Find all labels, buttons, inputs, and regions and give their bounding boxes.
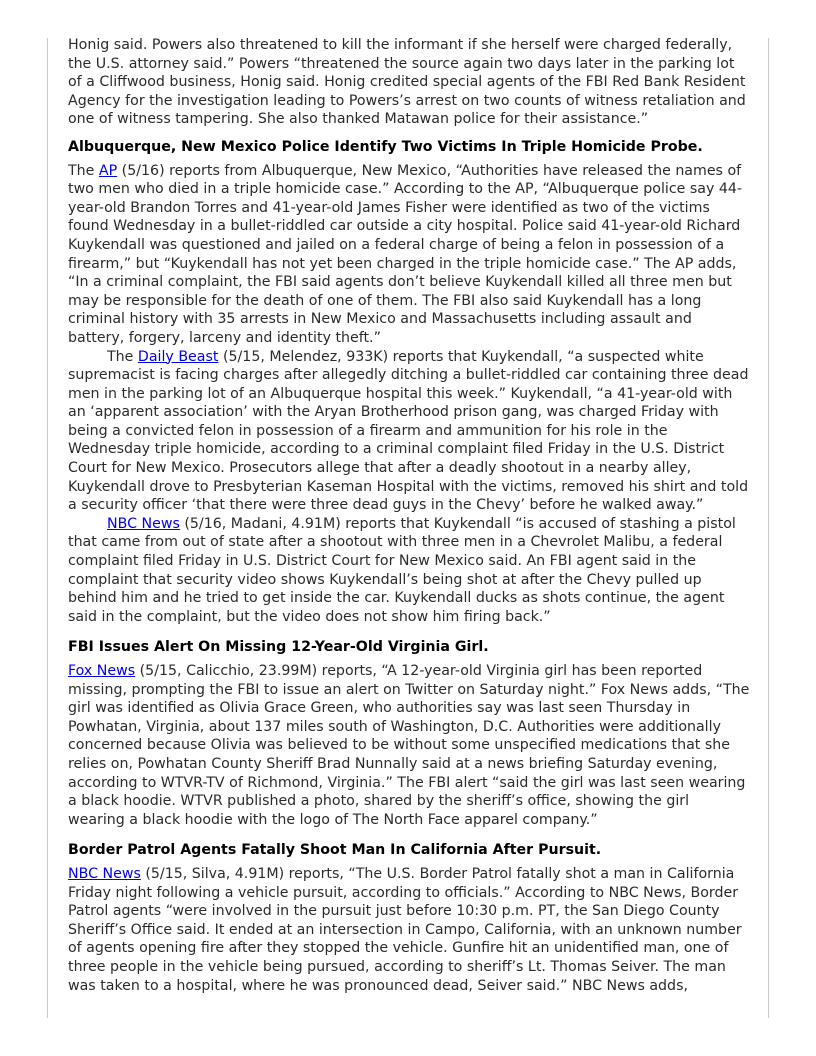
article-paragraph [68, 865, 750, 995]
article-headline: FBI Issues Alert On Missing 12-Year-Old Virginia Girl. [68, 639, 489, 656]
article-albuquerque [68, 138, 750, 626]
paragraph-body: (5/15, Silva, 4.91M) reports, “The U.S. Border Patrol fatally shot a man in California Friday night following a vehicle pursuit, according to officials.” According to NBC News, Border Patrol agents “were involved in the pursuit just before 10:30 p.m. PT, the San Diego County Sheriff’s Office said. It ended at an intersection in Campo, California, with an unknown number of agents opening fire after they stopped the vehicle. Gunfire hit an unidentified man, one of three people in the vehicle being pursued, according to sheriff’s Lt. Thomas Seiver. The man was taken to a hospital, where he was pronounced dead, Seiver said.” NBC News adds, [68, 865, 742, 994]
source-link-ap[interactable]: AP [98, 162, 118, 179]
paragraph-body: (5/15, Calicchio, 23.99M) reports, “A 12-year-old Virginia girl has been reported missing, prompting the FBI to issue an alert on Twitter on Saturday night.” Fox News adds, “The girl was identified as Olivia Grace Green, who authorities say was last seen Thursday in Powhatan, Virginia, about 137 miles south of Washington, D.C. Authorities were additionally concerned because Olivia was believed to be without some unspecified medications that she relies on, Powhatan County Sheriff Brad Nunnally said at a news briefing Saturday evening, according to WTVR-TV of Richmond, Virginia.” The FBI alert “said the girl was last seen wearing a black hoodie. WTVR published a photo, shared by the sheriff’s office, showing the girl wearing a black hoodie with the logo of The North Face apparel company.” [68, 663, 750, 828]
continuation-paragraph: Honig said. Powers also threatened to kill the informant if she herself were charged federally, the U.S. attorney said.” Powers “threatened the source again two days later in the parking lot of a Cliffwood business, Honig said. Honig credited special agents of the FBI Red Bank Resident Agency for the investigation leading to Powers’s arrest on two counts of witness retaliation and one of witness tampering. She also thanked Matawan police for their assistance.” [68, 37, 746, 128]
paragraph-body: (5/16) reports from Albuquerque, New Mexico, “Authorities have released the names of two men who died in a triple homicide case.” According to the AP, “Albuquerque police say 44-year-old Brandon Torres and 41-year-old James Fisher were identified as two of the victims found Wednesday in a bullet-riddled car outside a city hospital. Police said 41-year-old Richard Kuykendall was questioned and jailed on a federal charge of being a felon in possession of a firearm,” but “Kuykendall has not yet been charged in the triple homicide case.” The AP adds, “In a criminal complaint, the FBI said agents don’t believe Kuykendall killed all three men but may be responsible for the death of one of them. The FBI also said Kuykendall has a long criminal history with 35 arrests in New Mexico and Massachusetts including assault and battery, forgery, larceny and identity theft.” [68, 162, 743, 346]
article-headline: Albuquerque, New Mexico Police Identify Two Victims In Triple Homicide Probe. [68, 138, 703, 155]
article-missing-girl [68, 638, 750, 829]
paragraph-body: (5/16, Madani, 4.91M) reports that Kuykendall “is accused of stashing a pistol that came from out of state after a shootout with three men in a Chevrolet Malibu, a federal complaint filed Friday in U.S. District Court for New Mexico said. An FBI agent said in the complaint that security video shows Kuykendall’s being shot at after the Chevy pulled up behind him and he tried to get inside the car. Kuykendall ducks as shots continue, the agent said in the complaint, but the video does not show him firing back.” [68, 515, 736, 625]
article-border-patrol [68, 841, 750, 995]
paragraph-body: (5/15, Melendez, 933K) reports that Kuykendall, “a suspected white supremacist is facing charges after allegedly ditching a bullet-riddled car containing three dead men in the parking lot of an Albuquerque hospital this week.” Kuykendall, “a 41-year-old with an ‘apparent association’ with the Aryan Brotherhood prison gang, was charged Friday with being a convicted felon in possession of a firearm and ammunition for his role in the Wednesday triple homicide, according to a criminal complaint filed Friday in the U.S. District Court for New Mexico. Prosecutors allege that after a deadly shootout in a nearby alley, Kuykendall drove to Presbyterian Kaseman Hospital with the victims, removed his shirt and told a security officer ‘that there were three dead guys in the Chevy’ before he walked away.” [68, 348, 749, 514]
source-link-nbc-news[interactable]: NBC News [68, 865, 141, 882]
article-paragraph [68, 162, 750, 348]
article-paragraph [68, 348, 750, 515]
article-headline: Border Patrol Agents Fatally Shoot Man In California After Pursuit. [68, 842, 602, 859]
paragraph-lead: The [68, 162, 99, 179]
source-link-daily-beast[interactable]: Daily Beast [137, 348, 219, 365]
source-link-fox-news[interactable]: Fox News [68, 663, 136, 679]
source-link-nbc-news[interactable]: NBC News [107, 515, 180, 532]
document-page [68, 36, 750, 995]
paragraph-lead: The [107, 348, 138, 365]
right-margin-rule [768, 38, 769, 1018]
article-paragraph [68, 662, 750, 829]
article-paragraph [68, 515, 750, 627]
left-margin-rule [47, 38, 48, 1018]
